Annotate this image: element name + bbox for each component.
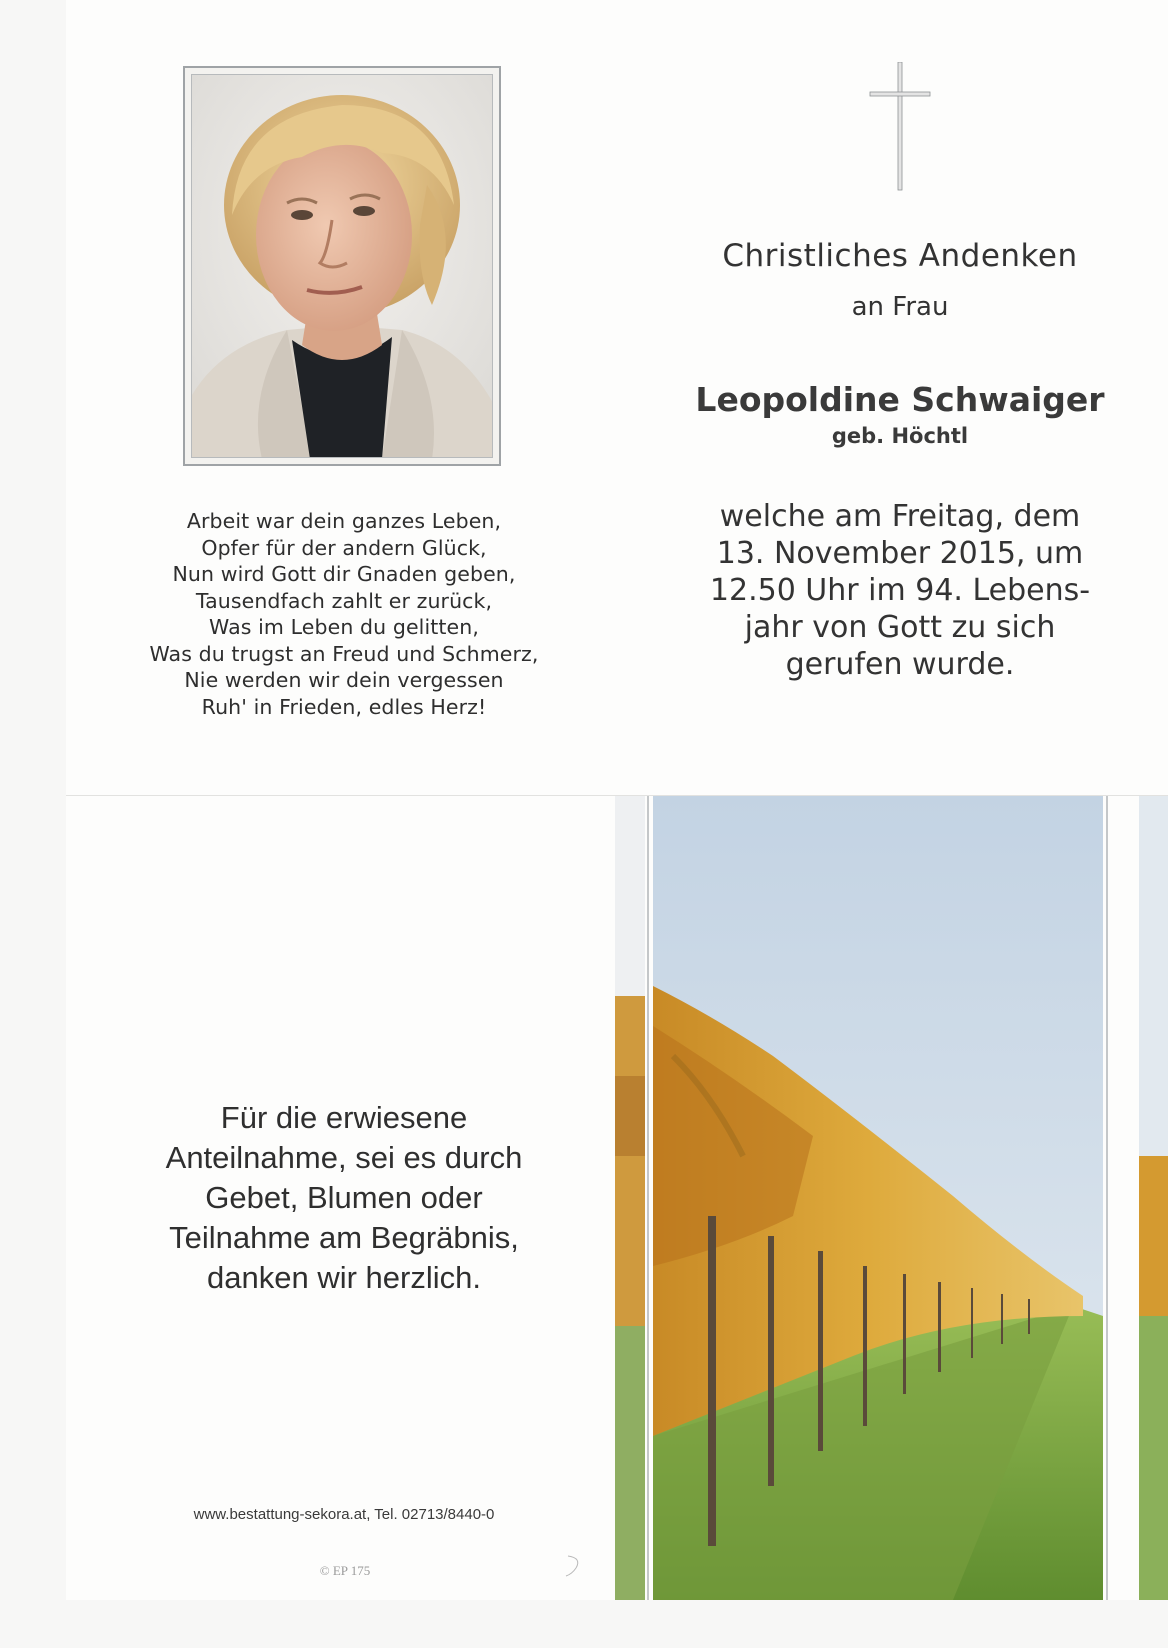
thanks-line: Für die erwiesene (220, 1100, 468, 1135)
portrait-photo (191, 74, 493, 458)
thanks-line: danken wir herzlich. (207, 1260, 481, 1295)
funeral-home-contact: www.bestattung-sekora.at, Tel. 02713/8440-0 (193, 1506, 495, 1523)
panel-divider (1106, 796, 1108, 1600)
thanks-line: Gebet, Blumen oder (205, 1180, 483, 1215)
memorial-title: Christliches Andenken (722, 238, 1078, 274)
cross-icon (868, 62, 932, 192)
maiden-name: geb. Höchtl (831, 424, 969, 448)
vineyard-photo (653, 796, 1103, 1600)
announcement-line: welche am Freitag, dem (719, 499, 1081, 534)
death-announcement (680, 498, 1120, 683)
vineyard-photo-strip-right (1139, 796, 1168, 1600)
poem-line: Opfer für der andern Glück, (201, 535, 487, 560)
poem-line: Tausendfach zahlt er zurück, (195, 588, 493, 613)
poem-line: Was du trugst an Freud und Schmerz, (149, 641, 539, 666)
poem-line: Arbeit war dein ganzes Leben, (186, 509, 502, 533)
panel-divider (647, 796, 649, 1600)
announcement-line: gerufen wurde. (785, 647, 1015, 682)
poem-line: Nie werden wir dein vergessen (184, 668, 504, 692)
portrait-frame (183, 66, 501, 466)
deceased-name: Leopoldine Schwaiger (695, 380, 1105, 419)
vineyard-photo-strip-left (615, 796, 645, 1600)
memorial-poem (120, 508, 568, 720)
thanks-message (120, 1098, 568, 1298)
announcement-line: jahr von Gott zu sich (744, 610, 1056, 645)
thanks-line: Teilnahme am Begräbnis, (169, 1220, 519, 1255)
memorial-subtitle: an Frau (851, 292, 949, 322)
announcement-line: 13. November 2015, um (716, 536, 1084, 571)
poem-line: Nun wird Gott dir Gnaden geben, (172, 562, 516, 586)
announcement-line: 12.50 Uhr im 94. Lebens- (709, 573, 1091, 608)
pen-mark-icon (560, 1550, 590, 1580)
copyright-note: © EP 175 (319, 1563, 371, 1578)
poem-line: Was im Leben du gelitten, (209, 615, 479, 639)
poem-line: Ruh' in Frieden, edles Herz! (201, 694, 487, 719)
thanks-line: Anteilnahme, sei es durch (165, 1140, 523, 1175)
